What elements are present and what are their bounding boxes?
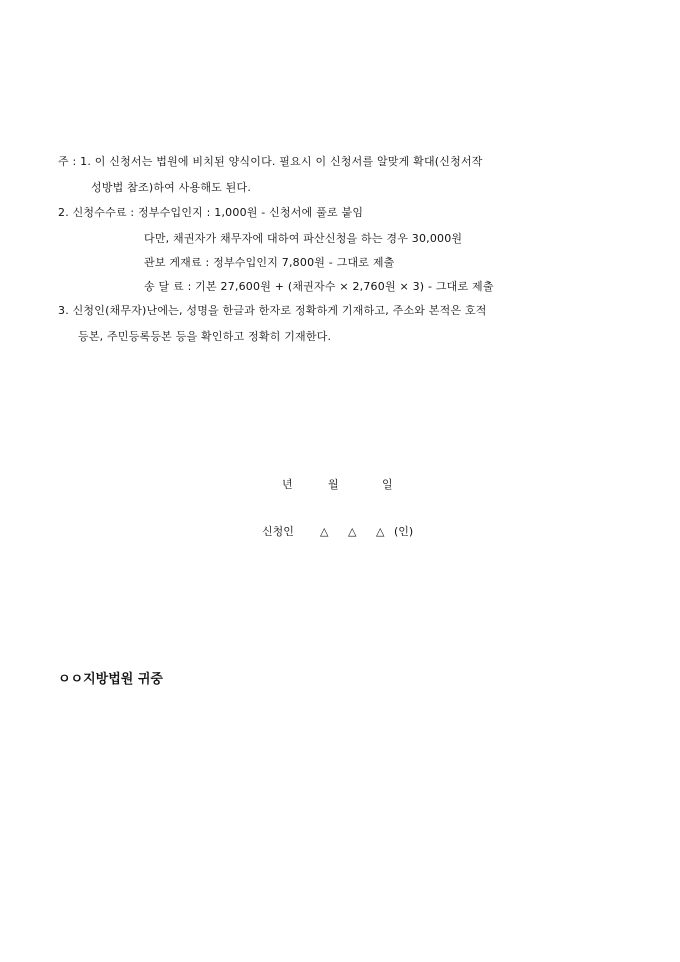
applicant-placeholder-3: △	[376, 525, 385, 538]
applicant-placeholder-1: △	[320, 525, 329, 538]
note-line-1: 주 : 1. 이 신청서는 법원에 비치된 양식이다. 필요시 이 신청서를 알맞게 확대(신청서작	[58, 155, 483, 168]
note-line-8: 등본, 주민등록등본 등을 확인하고 정확히 기재한다.	[78, 330, 332, 343]
note-line-4: 다만, 채권자가 채무자에 대하여 파산신청을 하는 경우 30,000원	[144, 232, 463, 245]
note-line-5: 관보 게재료 : 정부수입인지 7,800원 - 그대로 제출	[144, 256, 395, 269]
note-line-7: 3. 신청인(채무자)난에는, 성명을 한글과 한자로 정확하게 기재하고, 주소와 본적은 호적	[58, 304, 487, 317]
note-line-6: 송 달 료 : 기본 27,600원 + (채권자수 × 2,760원 × 3) - 그대로 제출	[144, 280, 494, 293]
applicant-seal: (인)	[394, 525, 414, 538]
note-line-2: 성방법 참조)하여 사용해도 된다.	[91, 181, 252, 194]
date-day: 일	[382, 478, 393, 491]
court-addressee: ㅇㅇ지방법원 귀중	[58, 672, 163, 687]
date-year: 년	[282, 478, 293, 491]
note-line-3: 2. 신청수수료 : 정부수입인지 : 1,000원 - 신청서에 풀로 붙임	[58, 206, 364, 219]
date-month: 월	[328, 478, 339, 491]
applicant-label: 신청인	[262, 525, 294, 538]
applicant-placeholder-2: △	[348, 525, 357, 538]
